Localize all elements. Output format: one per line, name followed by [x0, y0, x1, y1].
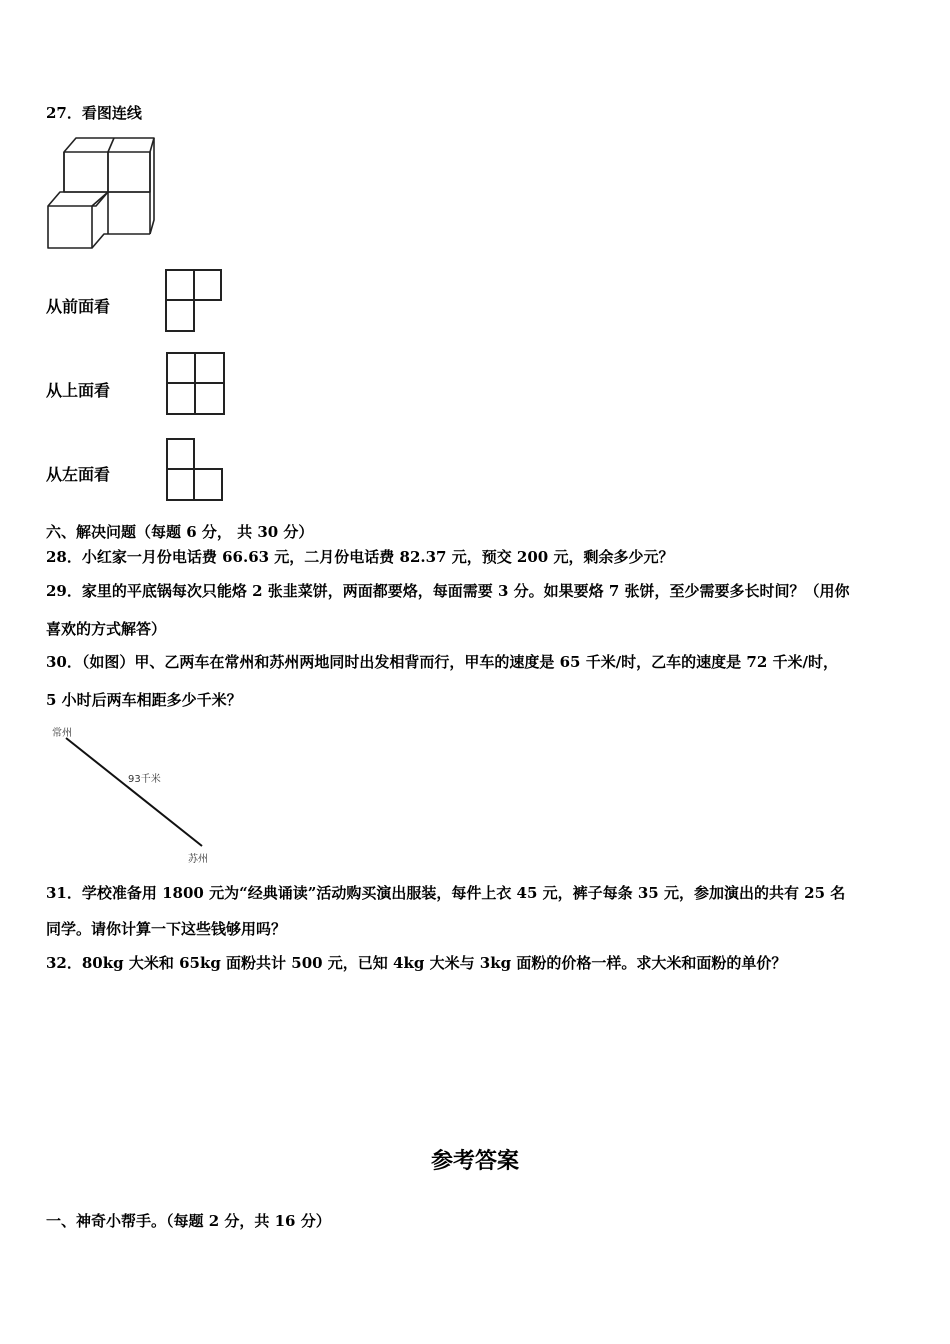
city-b-label: 苏州 [188, 854, 208, 865]
q29-line2: 喜欢的方式解答） [46, 620, 167, 638]
q31-line1: 31．学校准备用 1800 元为“经典诵读”活动购买演出服装，每件上衣 45 元，裤子每条 35 元，参加演出的共有 25 名 [46, 884, 846, 902]
q30-line1: 30．（如图）甲、乙两车在常州和苏州两地同时出发相背而行，甲车的速度是 65 千米/时，乙车的速度是 72 千米/时， [46, 653, 838, 671]
view-label-left: 从左面看 [46, 465, 111, 484]
q30-map [46, 722, 226, 868]
cube-figure [44, 134, 159, 254]
view-label-front: 从前面看 [46, 297, 111, 316]
answers-section1: 一、神奇小帮手。（每题 2 分，共 16 分） [46, 1212, 331, 1230]
answers-title: 参考答案 [430, 1149, 519, 1174]
q27-title: 27．看图连线 [46, 104, 142, 122]
route-line [66, 738, 202, 846]
section6-heading: 六、解决问题（每题 6 分， 共 30 分） [46, 523, 314, 541]
view-label-top: 从上面看 [46, 381, 111, 400]
q28-text: 28．小红家一月份电话费 66.63 元，二月份电话费 82.37 元，预交 200 元，剩余多少元？ [46, 548, 674, 566]
view-figure-left [165, 437, 225, 503]
q29-line1: 29．家里的平底锅每次只能烙 2 张韭菜饼，两面都要烙，每面需要 3 分。如果要烙 7 张饼，至少需要多长时间？（用你 [46, 582, 850, 600]
q32-text: 32．80kg 大米和 65kg 面粉共计 500 元，已知 4kg 大米与 3kg 面粉的价格一样。求大米和面粉的单价？ [46, 954, 787, 972]
view-figure-front [164, 268, 224, 334]
q30-line2: 5 小时后两车相距多少千米？ [46, 691, 242, 709]
view-figure-top [165, 351, 227, 417]
q31-line2: 同学。请你计算一下这些钱够用吗？ [46, 920, 287, 938]
city-a-label: 常州 [52, 728, 72, 739]
distance-label: 93千米 [128, 774, 161, 785]
